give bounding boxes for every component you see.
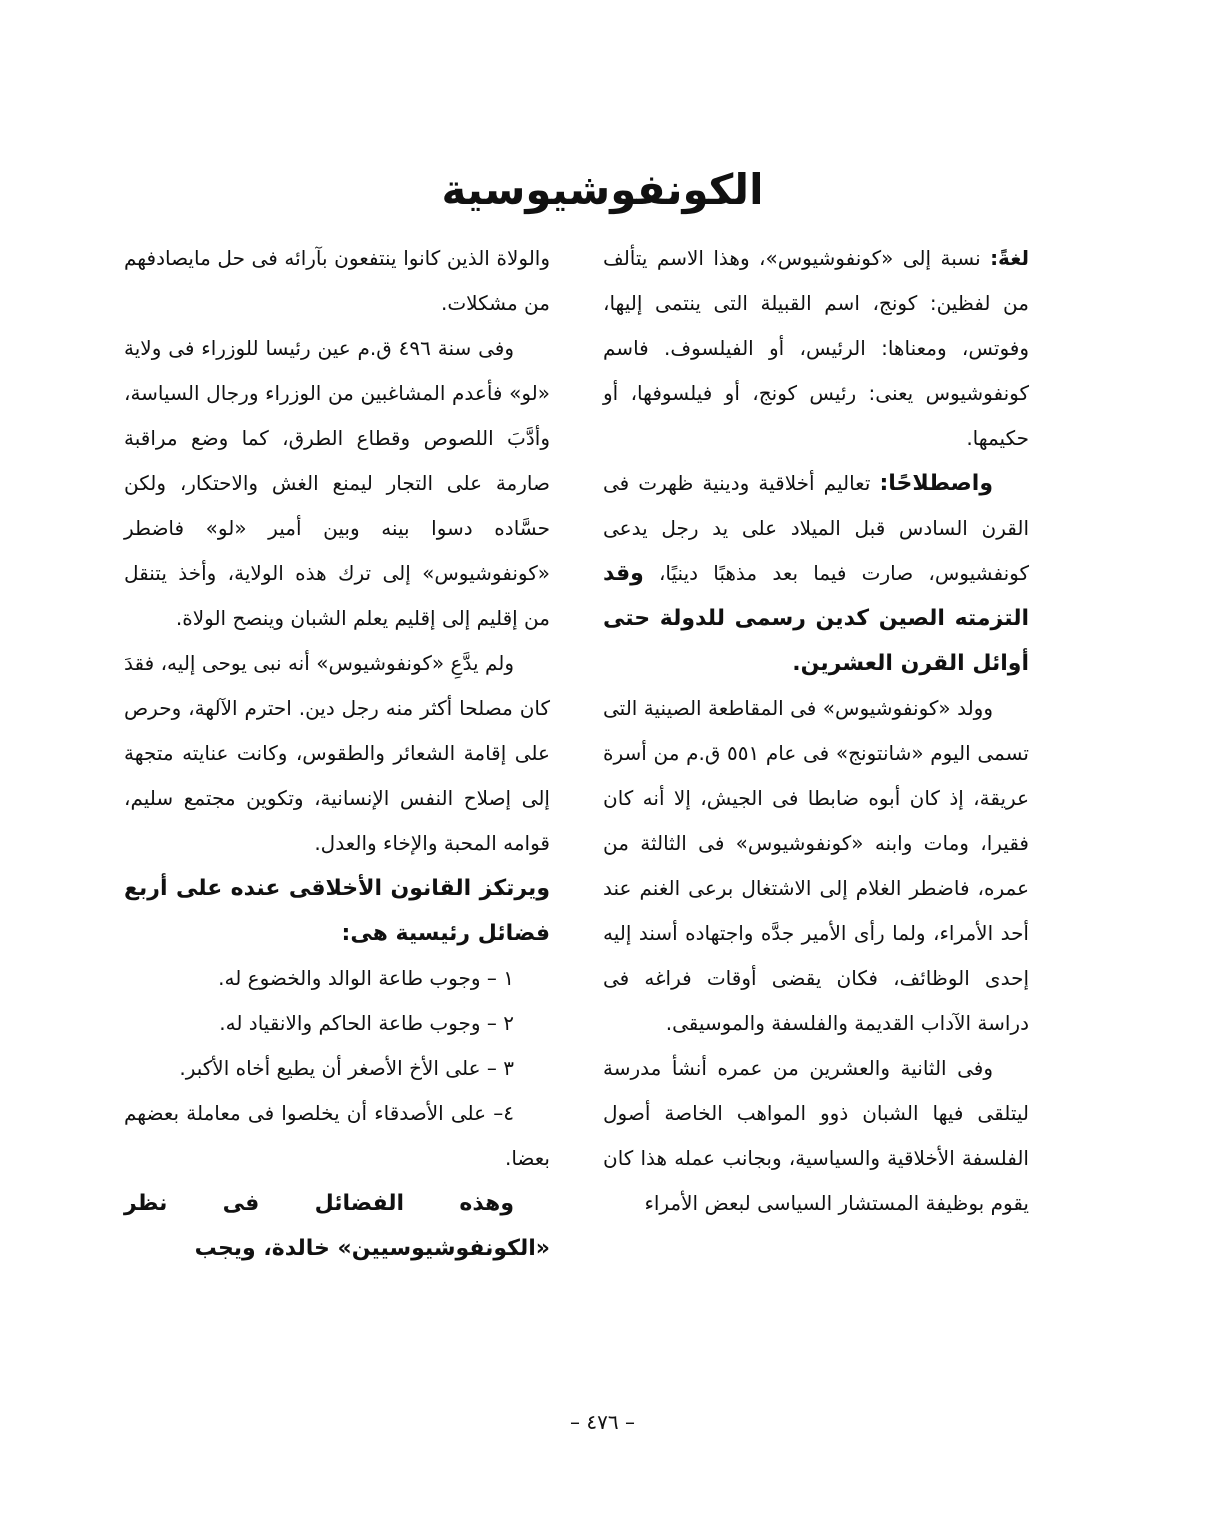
- closing-bold-line: وهذه الفضائل فى نظر «الكونفوشيوسيين» خالدة، ويجب: [124, 1191, 550, 1261]
- birth-paragraph: وولد «كونفوشيوس» فى المقاطعة الصينية التى تسمى اليوم «شانتونج» فى عام ٥٥١ ق.م من أسرة عريقة، إذ كان أبوه ضابطا فى الجيش، إلا أنه كان فقيرا، ومات وابنه «كونفوشيوس» فى الثالثة من عمره، فاضطر الغلام إلى الاشتغال برعى الغنم عند أحد الأمراء، ولما رأى الأمير جدَّه واجتهاده أسند إليه إحدى الوظائف، فكان يقضى أوقات فراغه فى دراسة الآداب القديمة والفلسفة والموسيقى.: [603, 696, 1029, 1035]
- virtue-item: ٢ – وجوب طاعة الحاكم والانقياد له.: [219, 1011, 514, 1035]
- istilahan-bold: وقد التزمته الصين كدين رسمى للدولة حتى أوائل القرن العشرين.: [603, 561, 1029, 676]
- page-title: الكونفوشيوسية: [441, 165, 764, 215]
- virtue-item: ٤– على الأصدقاء أن يخلصوا فى معاملة بعضهم بعضا.: [124, 1101, 550, 1170]
- virtue-item: ١ – وجوب طاعة الوالد والخضوع له.: [218, 966, 514, 990]
- lugha-label: لغةً:: [990, 246, 1029, 270]
- lugha-paragraph: [603, 236, 1029, 461]
- virtues-heading: ويرتكز القانون الأخلاقى عنده على أربع فضائل رئيسية هى:: [124, 876, 550, 946]
- prophet-paragraph: ولم يدَّعِ «كونفوشيوس» أنه نبى يوحى إليه، فقدَ كان مصلحا أكثر منه رجل دين. احترم الآلهة، وحرص على إقامة الشعائر والطقوس، وكانت عنايته متجهة إلى إصلاح النفس الإنسانية، وتكوين مجتمع سليم، قوامه المحبة والإخاء والعدل.: [124, 651, 550, 855]
- istilahan-paragraph: [603, 461, 1029, 686]
- istilahan-text: تعاليم أخلاقية ودينية ظهرت فى القرن السادس قبل الميلاد على يد رجل يدعى كونفشيوس، صارت فيما بعد مذهبًا دينيًا،: [603, 471, 1029, 585]
- minister-paragraph: وفى سنة ٤٩٦ ق.م عين رئيسا للوزراء فى ولاية «لو» فأعدم المشاغبين من الوزراء ورجال السياسة، وأدَّبَ اللصوص وقطاع الطرق، كما وضع مراقبة صارمة على التجار ليمنع الغش والاحتكار، ولكن حسَّاده دسوا بينه وبين أمير «لو» فاضطر «كونفوشيوس» إلى ترك هذه الولاية، وأخذ يتنقل من إقليم إلى إقليم يعلم الشبان وينصح الولاة.: [124, 336, 550, 630]
- school-paragraph: وفى الثانية والعشرين من عمره أنشأ مدرسة ليتلقى فيها الشبان ذوو المواهب الخاصة أصول الفلسفة الأخلاقية والسياسية، وبجانب عمله هذا كان يقوم بوظيفة المستشار السياسى لبعض الأمراء: [603, 1056, 1029, 1215]
- right-column: [603, 236, 1029, 1226]
- istilahan-label: واصطلاحًا:: [879, 471, 993, 496]
- lugha-text: نسبة إلى «كونفوشيوس»، وهذا الاسم يتألف من لفظين: كونج، اسم القبيلة التى ينتمى إليها، وفوتس، ومعناها: الرئيس، أو الفيلسوف. فاسم كونفوشيوس يعنى: رئيس كونج، أو فيلسوفها، أو حكيمها.: [603, 246, 1029, 450]
- left-column: [124, 236, 550, 1271]
- rulers-paragraph: والولاة الذين كانوا ينتفعون بآرائه فى حل مايصادفهم من مشكلات.: [124, 246, 550, 315]
- virtue-item: ٣ – على الأخ الأصغر أن يطيع أخاه الأكبر.: [179, 1056, 514, 1080]
- page-number: – ٤٧٦ –: [570, 1410, 635, 1434]
